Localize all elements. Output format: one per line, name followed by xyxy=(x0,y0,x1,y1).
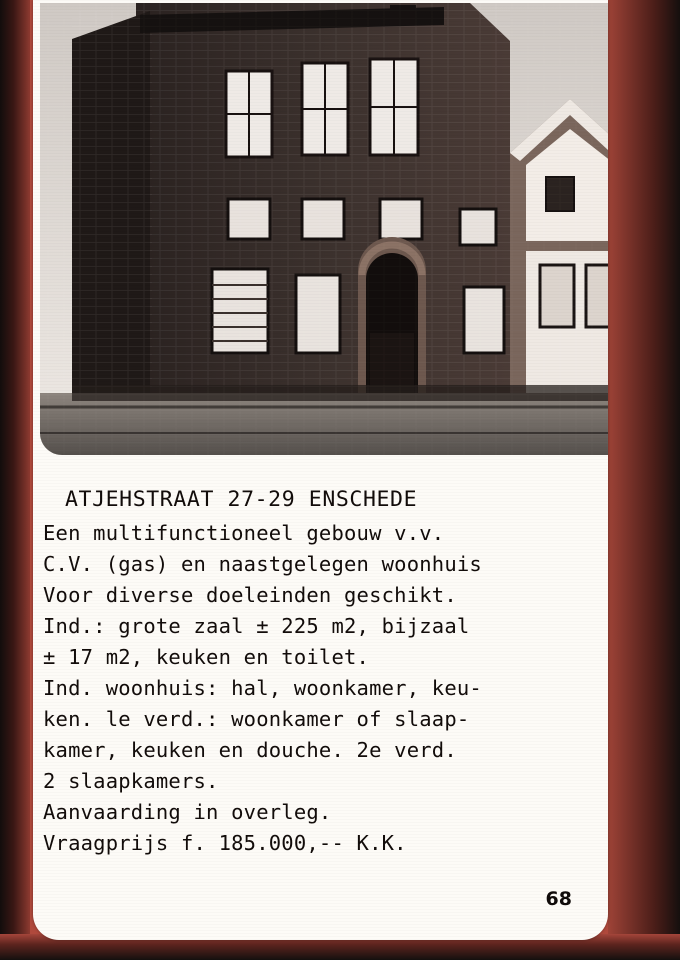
listing-title: ATJEHSTRAAT 27-29 ENSCHEDE xyxy=(65,487,418,512)
listing-card xyxy=(33,0,608,940)
listing-line: ± 17 m2, keuken en toilet. xyxy=(43,645,370,669)
listing-line: Aanvaarding in overleg. xyxy=(43,800,332,824)
page-edge-left xyxy=(0,0,30,960)
listing-description xyxy=(33,487,608,859)
listing-line: ken. le verd.: woonkamer of slaap- xyxy=(43,707,470,731)
listing-line: Ind.: grote zaal ± 225 m2, bijzaal xyxy=(43,614,470,638)
listing-line: kamer, keuken en douche. 2e verd. xyxy=(43,738,457,762)
page-edge-right xyxy=(608,0,680,960)
listing-line: Ind. woonhuis: hal, woonkamer, keu- xyxy=(43,676,482,700)
page-number: 68 xyxy=(545,888,572,910)
listing-line: 2 slaapkamers. xyxy=(43,769,219,793)
listing-line: C.V. (gas) en naastgelegen woonhuis xyxy=(43,552,482,576)
listing-line: Een multifunctioneel gebouw v.v. xyxy=(43,521,445,545)
property-photo xyxy=(40,3,608,455)
listing-line: Vraagprijs f. 185.000,-- K.K. xyxy=(43,831,407,855)
listing-line: Voor diverse doeleinden geschikt. xyxy=(43,583,457,607)
property-photo-image xyxy=(40,3,608,455)
